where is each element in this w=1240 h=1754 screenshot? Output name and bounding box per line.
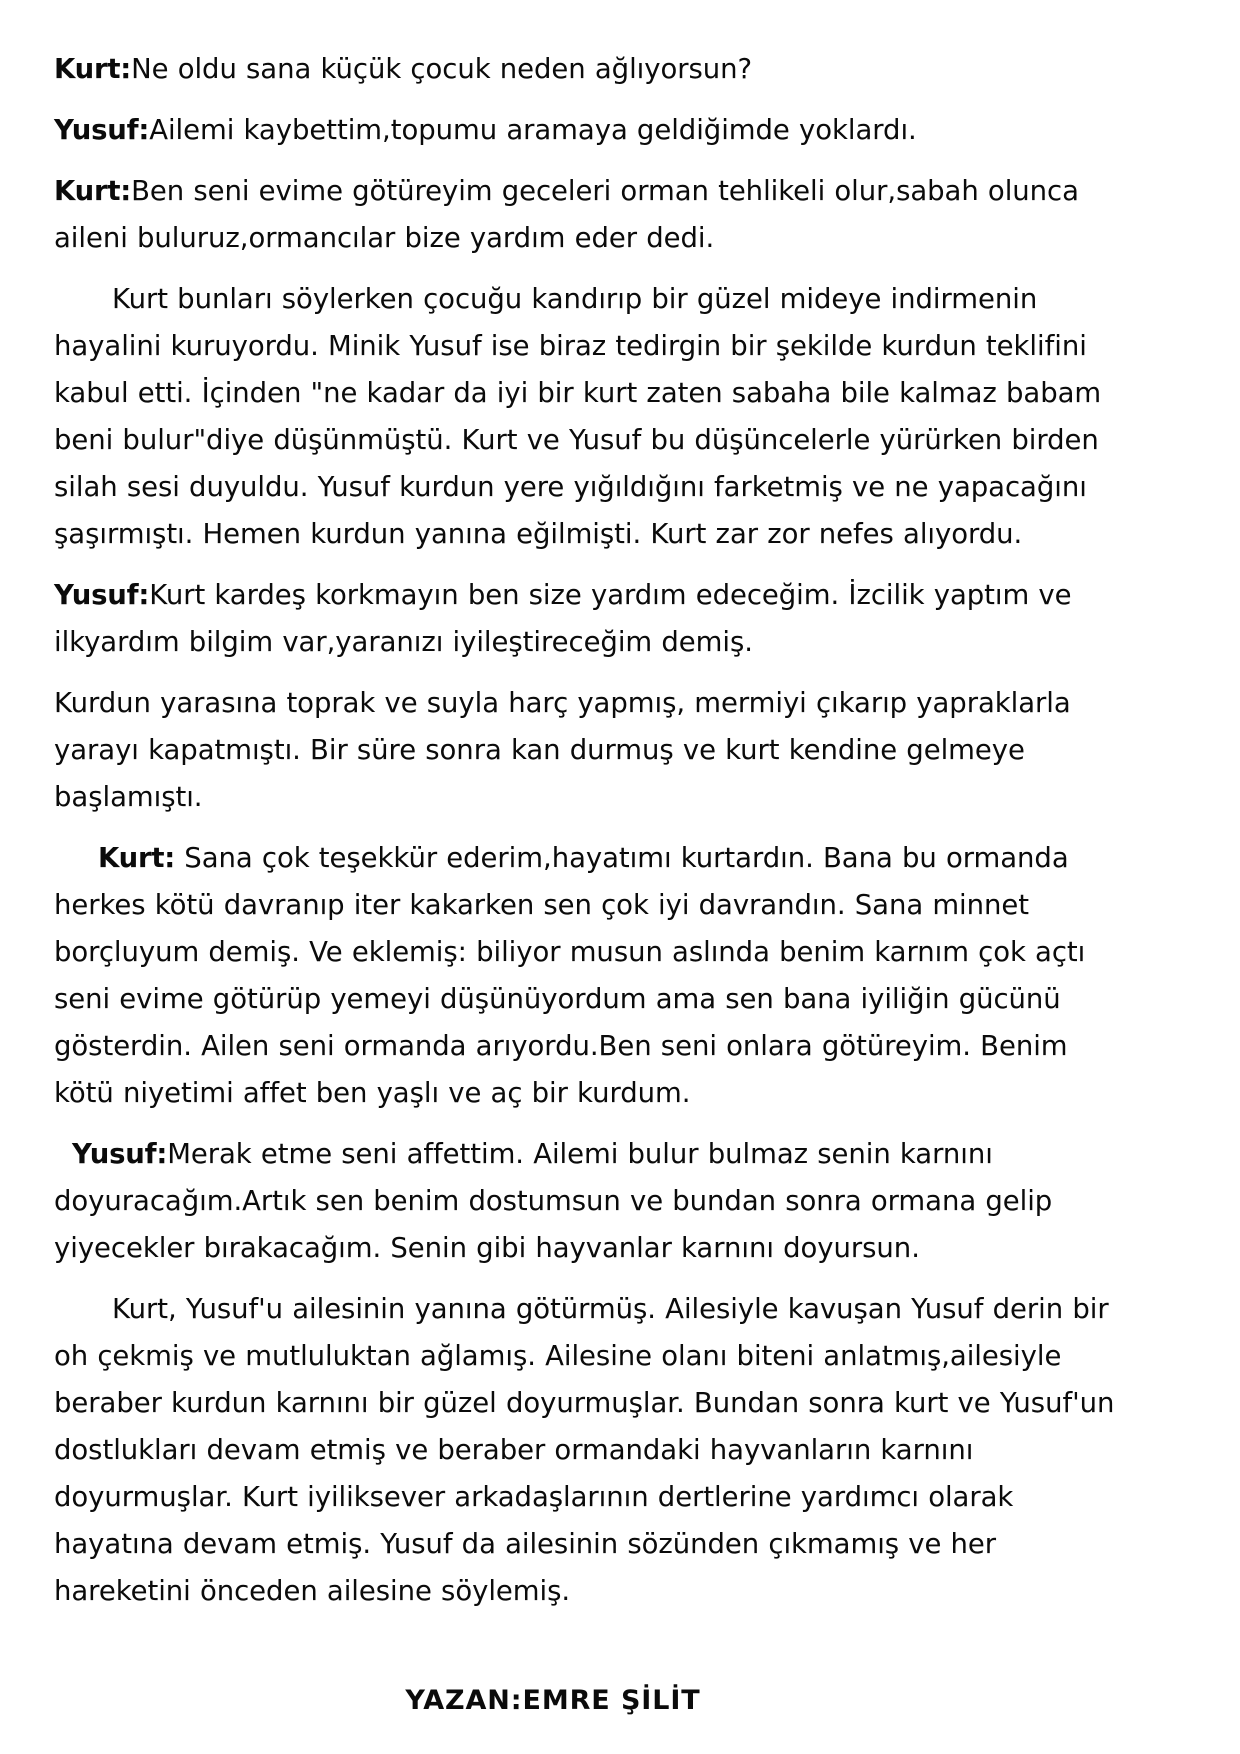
dialogue-text: Ben seni evime götüreyim geceleri orman tehlikeli olur,sabah olunca aileni buluruz,ormancılar bize yardım eder dedi. xyxy=(54,175,1079,254)
dialogue-line-kurt-1 xyxy=(54,46,1122,93)
dialogue-line-yusuf-1 xyxy=(54,107,1122,154)
dialogue-text: Merak etme seni affettim. Ailemi bulur bulmaz senin karnını doyuracağım.Artık sen benim dostumsun ve bundan sonra ormana gelip yiyecekler bırakacağım. Senin gibi hayvanlar karnını doyursun. xyxy=(54,1138,1053,1264)
speaker-label-yusuf: Yusuf: xyxy=(72,1138,168,1170)
dialogue-text: Ailemi kaybettim,topumu aramaya geldiğimde yoklardı. xyxy=(149,114,917,146)
narrative-paragraph-1: Kurt bunları söylerken çocuğu kandırıp bir güzel mideye indirmenin hayalini kuruyordu. Minik Yusuf ise biraz tedirgin bir şekilde kurdun teklifini kabul etti. İçinden "ne kadar da iyi bir kurt zaten sabaha bile kalmaz babam beni bulur"diye düşünmüştü. Kurt ve Yusuf bu düşüncelerle yürürken birden silah sesi duyuldu. Yusuf kurdun yere yığıldığını farketmiş ve ne yapacağını şaşırmıştı. Hemen kurdun yanına eğilmişti. Kurt zar zor nefes alıyordu. xyxy=(54,283,1102,550)
narrative-paragraph-3: Kurt, Yusuf'u ailesinin yanına götürmüş. Ailesiyle kavuşan Yusuf derin bir oh çekmiş ve mutluluktan ağlamış. Ailesine olanı biteni anlatmış,ailesiyle beraber kurdun karnını bir güzel doyurmuşlar. Bundan sonra kurt ve Yusuf'un dostlukları devam etmiş ve beraber ormandaki hayvanların karnını doyurmuşlar. Kurt iyiliksever arkadaşlarının dertlerine yardımcı olarak hayatına devam etmiş. Yusuf da ailesinin sözünden çıkmamış ve her hareketini önceden ailesine söylemiş. xyxy=(54,1293,1115,1607)
narrative-paragraph-2: Kurdun yarasına toprak ve suyla harç yapmış, mermiyi çıkarıp yapraklarla yarayı kapatmıştı. Bir süre sonra kan durmuş ve kurt kendine gelmeye başlamıştı. xyxy=(54,687,1071,813)
dialogue-text: Ne oldu sana küçük çocuk neden ağlıyorsun? xyxy=(131,53,753,85)
speaker-label-kurt: Kurt: xyxy=(54,175,132,207)
document-body xyxy=(54,46,1122,1615)
dialogue-text: Kurt kardeş korkmayın ben size yardım edeceğim. İzcilik yaptım ve ilkyardım bilgim var,yaranızı iyileştireceğim demiş. xyxy=(54,579,1072,658)
speaker-label-kurt: Kurt: xyxy=(98,842,176,874)
dialogue-line-yusuf-2 xyxy=(54,572,1122,666)
speaker-label-kurt: Kurt: xyxy=(54,53,132,85)
speaker-label-yusuf: Yusuf: xyxy=(54,114,150,146)
dialogue-line-kurt-2 xyxy=(54,168,1122,262)
dialogue-text: Sana çok teşekkür ederim,hayatımı kurtardın. Bana bu ormanda herkes kötü davranıp iter kakarken sen çok iyi davrandın. Sana minnet borçluyum demiş. Ve eklemiş: biliyor musun aslında benim karnım çok açtı seni evime götürüp yemeyi düşünüyordum ama sen bana iyiliğin gücünü gösterdin. Ailen seni ormanda arıyordu.Ben seni onlara götüreyim. Benim kötü niyetimi affet ben yaşlı ve aç bir kurdum. xyxy=(54,842,1086,1109)
dialogue-line-kurt-3 xyxy=(54,835,1122,1117)
dialogue-line-yusuf-3 xyxy=(54,1131,1122,1272)
author-signature: YAZAN:EMRE ŞİLİT xyxy=(405,1685,701,1716)
signature-block xyxy=(54,1685,1122,1716)
speaker-label-yusuf: Yusuf: xyxy=(54,579,150,611)
